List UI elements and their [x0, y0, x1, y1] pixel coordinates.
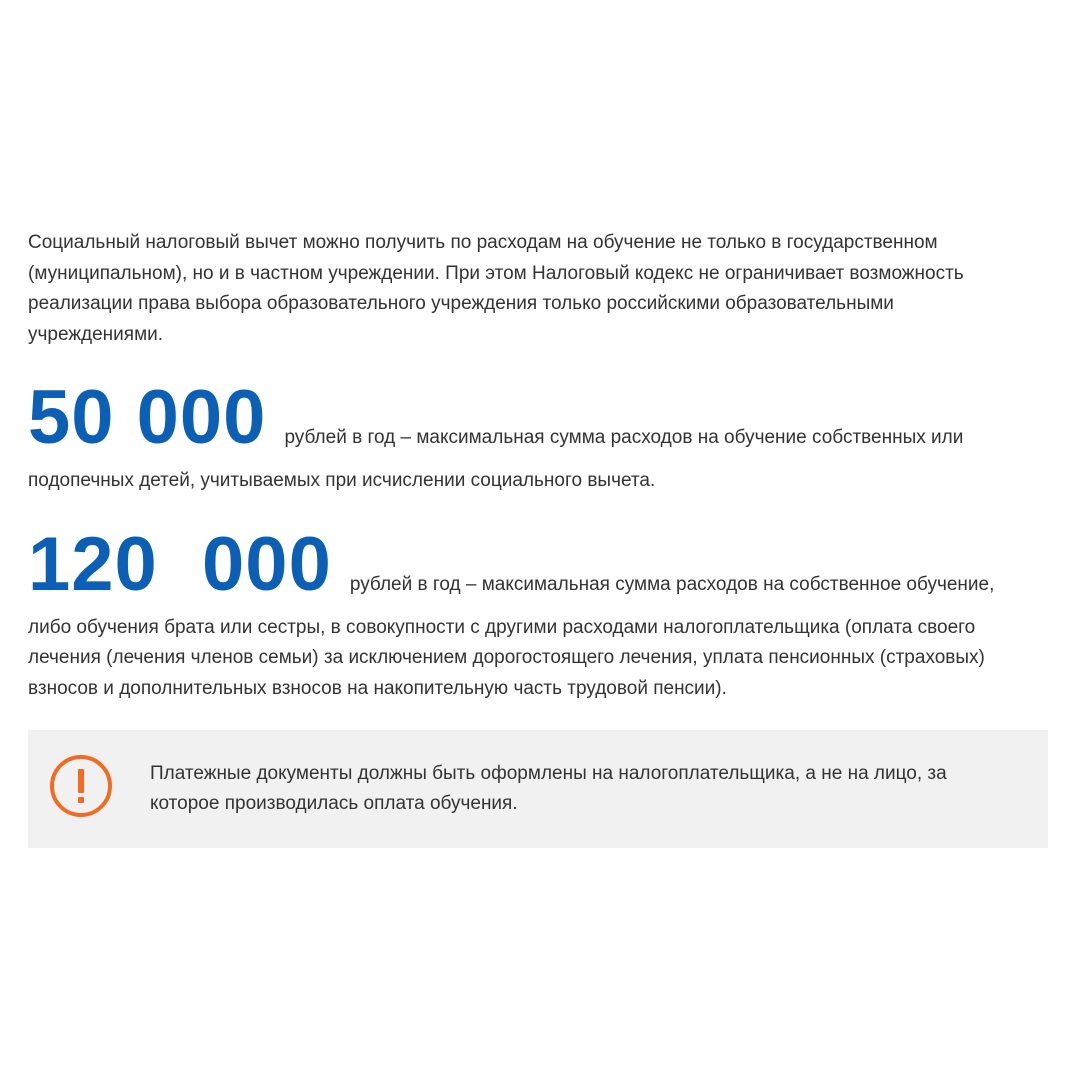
notice-box	[28, 730, 1048, 848]
intro-paragraph: Социальный налоговый вычет можно получить по расходам на обучение не только в государственном (муниципальном), но и в частном учреждении. При этом Налоговый кодекс не ограничивает возможность реализации права выбора образовательного учреждения только российскими образовательными учреждениями.	[28, 232, 964, 345]
stat-first-line	[28, 521, 1050, 607]
stat-description-start: рублей в год – максимальная сумма расходов на обучение собственных или	[284, 427, 964, 448]
stat-number: 120 000	[28, 521, 332, 607]
stat-description-rest: подопечных детей, учитываемых при исчислении социального вычета.	[28, 470, 656, 491]
stat-block-120000	[28, 521, 1050, 705]
stat-first-line	[28, 375, 1050, 460]
exclamation-circle-icon	[50, 755, 112, 817]
stat-description-start: рублей в год – максимальная сумма расходов на собственное обучение,	[349, 573, 995, 595]
notice-text: Платежные документы должны быть оформлены на налогоплательщика, а не на лицо, за которое производилась оплата обучения.	[150, 763, 947, 814]
stat-number: 50 000	[28, 375, 267, 460]
stat-block-50000	[28, 375, 1050, 497]
stat-description-rest: либо обучения брата или сестры, в совокупности с другими расходами налогоплательщика (оплата своего лечения (лечения членов семьи) за исключением дорогостоящего лечения, уплата пенсионных (страховых) взносов и дополнительных взносов на накопительную часть трудовой пенсии).	[28, 616, 985, 699]
